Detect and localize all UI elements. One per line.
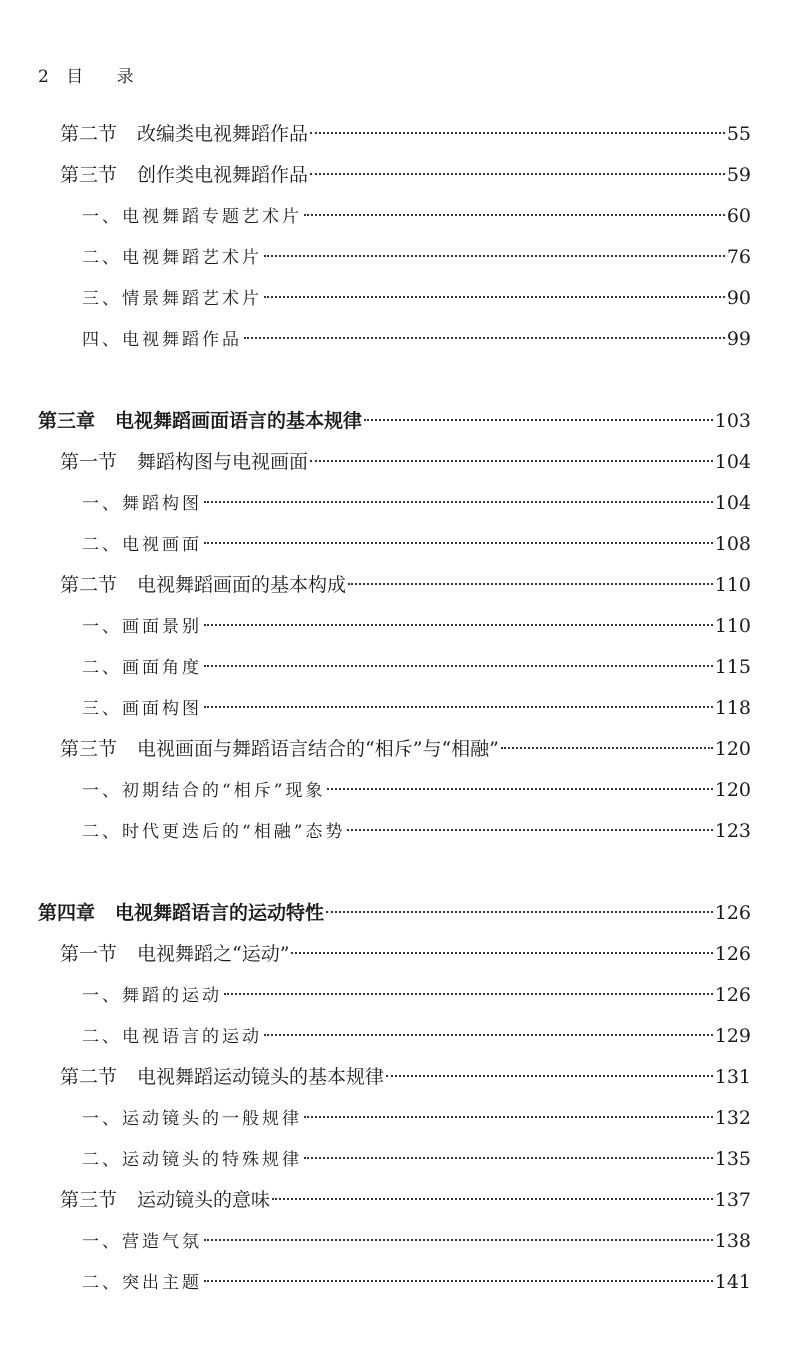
toc-entry-page: 137 — [714, 1189, 751, 1211]
toc-item-entry — [82, 1227, 751, 1255]
toc-entry-title: 运动镜头的意味 — [137, 1189, 271, 1211]
dot-leader — [310, 173, 725, 175]
toc-entry-label — [82, 1269, 202, 1297]
toc-entry-title: 二、时代更迭后的“相融”态势 — [82, 822, 346, 842]
toc-entry-title: 一、舞蹈构图 — [82, 494, 202, 514]
toc-entry-label — [82, 1023, 262, 1051]
toc-entry-title: 一、运动镜头的一般规律 — [82, 1109, 302, 1129]
dot-leader — [264, 296, 725, 298]
toc-item-entry — [82, 694, 751, 722]
toc-entry-page: 129 — [714, 1025, 751, 1047]
toc-entry-number: 第二节 — [60, 1066, 118, 1088]
dot-leader — [204, 542, 713, 544]
dot-leader — [304, 1116, 713, 1118]
toc-item-entry — [82, 817, 751, 845]
toc-entry-label — [60, 735, 499, 763]
toc-entry-title: 电视舞蹈语言的运动特性 — [115, 902, 325, 924]
toc-entry-page: 60 — [726, 205, 751, 227]
toc-entry-number: 第二节 — [60, 123, 118, 145]
toc-section-entry — [60, 448, 751, 476]
toc-entry-title: 一、画面景别 — [82, 617, 202, 637]
toc-entry-page: 132 — [714, 1107, 751, 1129]
toc-entry-label — [82, 613, 202, 641]
dot-leader — [310, 132, 725, 134]
toc-entry-number: 第二节 — [60, 574, 118, 596]
toc-entry-page: 120 — [714, 779, 751, 801]
toc-entry-title: 电视舞蹈之“运动” — [137, 943, 290, 965]
toc-entry-label — [82, 203, 302, 231]
toc-entry-title: 二、电视画面 — [82, 535, 202, 555]
toc-entry-title: 二、电视舞蹈艺术片 — [82, 248, 262, 268]
toc-item-entry — [82, 1022, 751, 1050]
toc-item-entry — [82, 243, 751, 271]
dot-leader — [204, 1239, 713, 1241]
toc-entry-title: 二、画面角度 — [82, 658, 202, 678]
toc-entry-page: 59 — [726, 164, 751, 186]
dot-leader — [364, 419, 713, 421]
toc-section-entry — [60, 120, 751, 148]
toc-entry-label — [82, 777, 325, 805]
toc-section-entry — [60, 571, 751, 599]
toc-entry-page: 135 — [714, 1148, 751, 1170]
toc-entry-label — [60, 1063, 384, 1091]
toc-chapter-entry — [38, 899, 751, 927]
toc-section-entry — [60, 735, 751, 763]
toc-entry-page: 76 — [726, 246, 751, 268]
toc-item-entry — [82, 981, 751, 1009]
toc-entry-label — [38, 899, 324, 927]
toc-entry-number: 第四章 — [38, 902, 96, 924]
toc-entry-page: 138 — [714, 1230, 751, 1252]
dot-leader — [204, 665, 713, 667]
toc-item-entry — [82, 1268, 751, 1296]
dot-leader — [204, 1280, 713, 1282]
dot-leader — [204, 501, 713, 503]
header-title: 目 录 — [66, 67, 148, 87]
toc-entry-number: 第一节 — [60, 943, 118, 965]
toc-entry-page: 123 — [714, 820, 751, 842]
toc-section-entry — [60, 161, 751, 189]
toc-entry-title: 一、营造气氛 — [82, 1232, 202, 1252]
toc-item-entry — [82, 612, 751, 640]
dot-leader — [264, 1034, 713, 1036]
toc-entry-number: 第三节 — [60, 738, 118, 760]
toc-item-entry — [82, 1104, 751, 1132]
dot-leader — [327, 788, 712, 790]
toc-entry-number: 第一节 — [60, 451, 118, 473]
toc-item-entry — [82, 202, 751, 230]
toc-entry-page: 118 — [714, 697, 751, 719]
toc-entry-page: 108 — [714, 533, 751, 555]
toc-entry-page: 115 — [714, 656, 751, 678]
toc-entry-label — [82, 695, 202, 723]
toc-entry-page: 126 — [714, 902, 751, 924]
dot-leader — [304, 1157, 713, 1159]
toc-entry-title: 改编类电视舞蹈作品 — [137, 123, 309, 145]
toc-entry-page: 99 — [726, 328, 751, 350]
toc-entry-page: 131 — [714, 1066, 751, 1088]
dot-leader — [204, 706, 713, 708]
dot-leader — [244, 337, 725, 339]
dot-leader — [386, 1075, 713, 1077]
toc-section-entry — [60, 1186, 751, 1214]
running-header — [38, 62, 148, 87]
toc-entry-label — [82, 1105, 302, 1133]
toc-entry-label — [82, 654, 202, 682]
toc-entry-number: 第三节 — [60, 164, 118, 186]
toc-item-entry — [82, 1145, 751, 1173]
toc-entry-title: 二、突出主题 — [82, 1273, 202, 1293]
toc-item-entry — [82, 653, 751, 681]
toc-entry-title: 创作类电视舞蹈作品 — [137, 164, 309, 186]
toc-entry-page: 90 — [726, 287, 751, 309]
toc-entry-title: 电视画面与舞蹈语言结合的“相斥”与“相融” — [137, 738, 499, 760]
dot-leader — [204, 624, 713, 626]
toc-entry-title: 一、电视舞蹈专题艺术片 — [82, 207, 302, 227]
toc-entry-label — [38, 407, 362, 435]
toc-entry-label — [82, 1228, 202, 1256]
dot-leader — [501, 747, 713, 749]
toc-item-entry — [82, 530, 751, 558]
toc-entry-page: 55 — [726, 123, 751, 145]
toc-entry-page: 110 — [714, 615, 751, 637]
toc-entry-page: 104 — [714, 451, 751, 473]
toc-entry-label — [82, 818, 345, 846]
dot-leader — [348, 583, 713, 585]
dot-leader — [264, 255, 725, 257]
toc-chapter-entry — [38, 407, 751, 435]
dot-leader — [224, 993, 713, 995]
toc-entry-number: 第三章 — [38, 410, 96, 432]
toc-entry-title: 电视舞蹈运动镜头的基本规律 — [137, 1066, 385, 1088]
toc-entry-number: 第三节 — [60, 1189, 118, 1211]
toc-entry-page: 126 — [714, 984, 751, 1006]
toc-entry-label — [82, 244, 262, 272]
toc-section-entry — [60, 1063, 751, 1091]
toc-entry-title: 舞蹈构图与电视画面 — [137, 451, 309, 473]
toc-entry-title: 二、电视语言的运动 — [82, 1027, 262, 1047]
toc-entry-page: 126 — [714, 943, 751, 965]
toc-item-entry — [82, 489, 751, 517]
toc-entry-label — [82, 1146, 302, 1174]
toc-item-entry — [82, 284, 751, 312]
toc-item-entry — [82, 325, 751, 353]
header-page-number: 2 — [38, 67, 50, 87]
toc-entry-label — [60, 161, 308, 189]
toc-entry-page: 103 — [714, 410, 751, 432]
toc-item-entry — [82, 776, 751, 804]
toc-entry-title: 电视舞蹈画面的基本构成 — [137, 574, 347, 596]
dot-leader — [326, 911, 713, 913]
toc-entry-label — [60, 120, 308, 148]
toc-entry-label — [82, 490, 202, 518]
toc-entry-label — [82, 285, 262, 313]
dot-leader — [304, 214, 725, 216]
toc-entry-title: 四、电视舞蹈作品 — [82, 330, 242, 350]
toc-entry-page: 104 — [714, 492, 751, 514]
toc-entry-label — [60, 571, 346, 599]
toc-entry-title: 二、运动镜头的特殊规律 — [82, 1150, 302, 1170]
toc-entry-label — [60, 940, 289, 968]
toc-section-entry — [60, 940, 751, 968]
toc-entry-title: 一、舞蹈的运动 — [82, 986, 222, 1006]
toc-entry-page: 141 — [714, 1271, 751, 1293]
dot-leader — [310, 460, 713, 462]
toc-entry-label — [82, 326, 242, 354]
toc-entry-label — [60, 448, 308, 476]
toc-entry-title: 电视舞蹈画面语言的基本规律 — [115, 410, 363, 432]
toc-entry-page: 110 — [714, 574, 751, 596]
toc-entry-label — [60, 1186, 270, 1214]
toc-entry-title: 三、画面构图 — [82, 699, 202, 719]
toc-entry-page: 120 — [714, 738, 751, 760]
toc-entry-title: 一、初期结合的“相斥”现象 — [82, 781, 326, 801]
dot-leader — [272, 1198, 713, 1200]
dot-leader — [347, 829, 712, 831]
dot-leader — [291, 952, 712, 954]
toc-entry-label — [82, 982, 222, 1010]
toc-entry-label — [82, 531, 202, 559]
toc-entry-title: 三、情景舞蹈艺术片 — [82, 289, 262, 309]
